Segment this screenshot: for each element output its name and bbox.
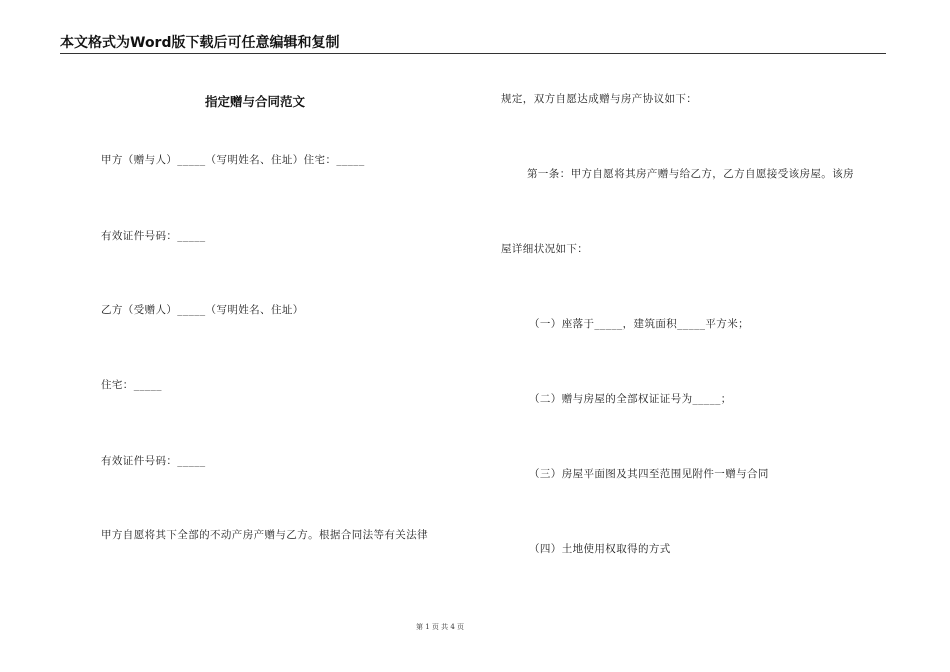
item-two-certificate: （二）赠与房屋的全部权证证号为_____； — [529, 393, 732, 405]
item-three-floorplan: （三）房屋平面图及其四至范围见附件一赠与合同 — [529, 468, 769, 480]
party-b-line: 乙方（受赠人）_____（写明姓名、住址） — [101, 304, 304, 316]
header-divider — [60, 53, 886, 54]
party-b-id-line: 有效证件号码：_____ — [101, 455, 206, 467]
document-title: 指定赠与合同范文 — [205, 94, 306, 109]
party-a-id-line: 有效证件号码：_____ — [101, 230, 206, 242]
page-number: 第 1 页 共 4 页 — [415, 623, 465, 631]
party-a-line: 甲方（赠与人）_____（写明姓名、住址）住宅：_____ — [101, 154, 365, 166]
property-details-line: 屋详细状况如下： — [501, 243, 589, 255]
item-one-location: （一）座落于_____，建筑面积_____平方米； — [529, 318, 749, 330]
agreement-intro-line: 规定，双方自愿达成赠与房产协议如下： — [501, 93, 698, 105]
party-b-residence-line: 住宅：_____ — [101, 379, 162, 391]
document-header: 本文格式为Word版下载后可任意编辑和复制 — [60, 35, 340, 51]
donation-intro-paragraph: 甲方自愿将其下全部的不动产房产赠与乙方。根据合同法等有关法律 — [101, 529, 428, 541]
item-four-land-use: （四）土地使用权取得的方式 — [529, 543, 671, 555]
article-one-line: 第一条：甲方自愿将其房产赠与给乙方，乙方自愿接受该房屋。该房 — [527, 168, 854, 180]
